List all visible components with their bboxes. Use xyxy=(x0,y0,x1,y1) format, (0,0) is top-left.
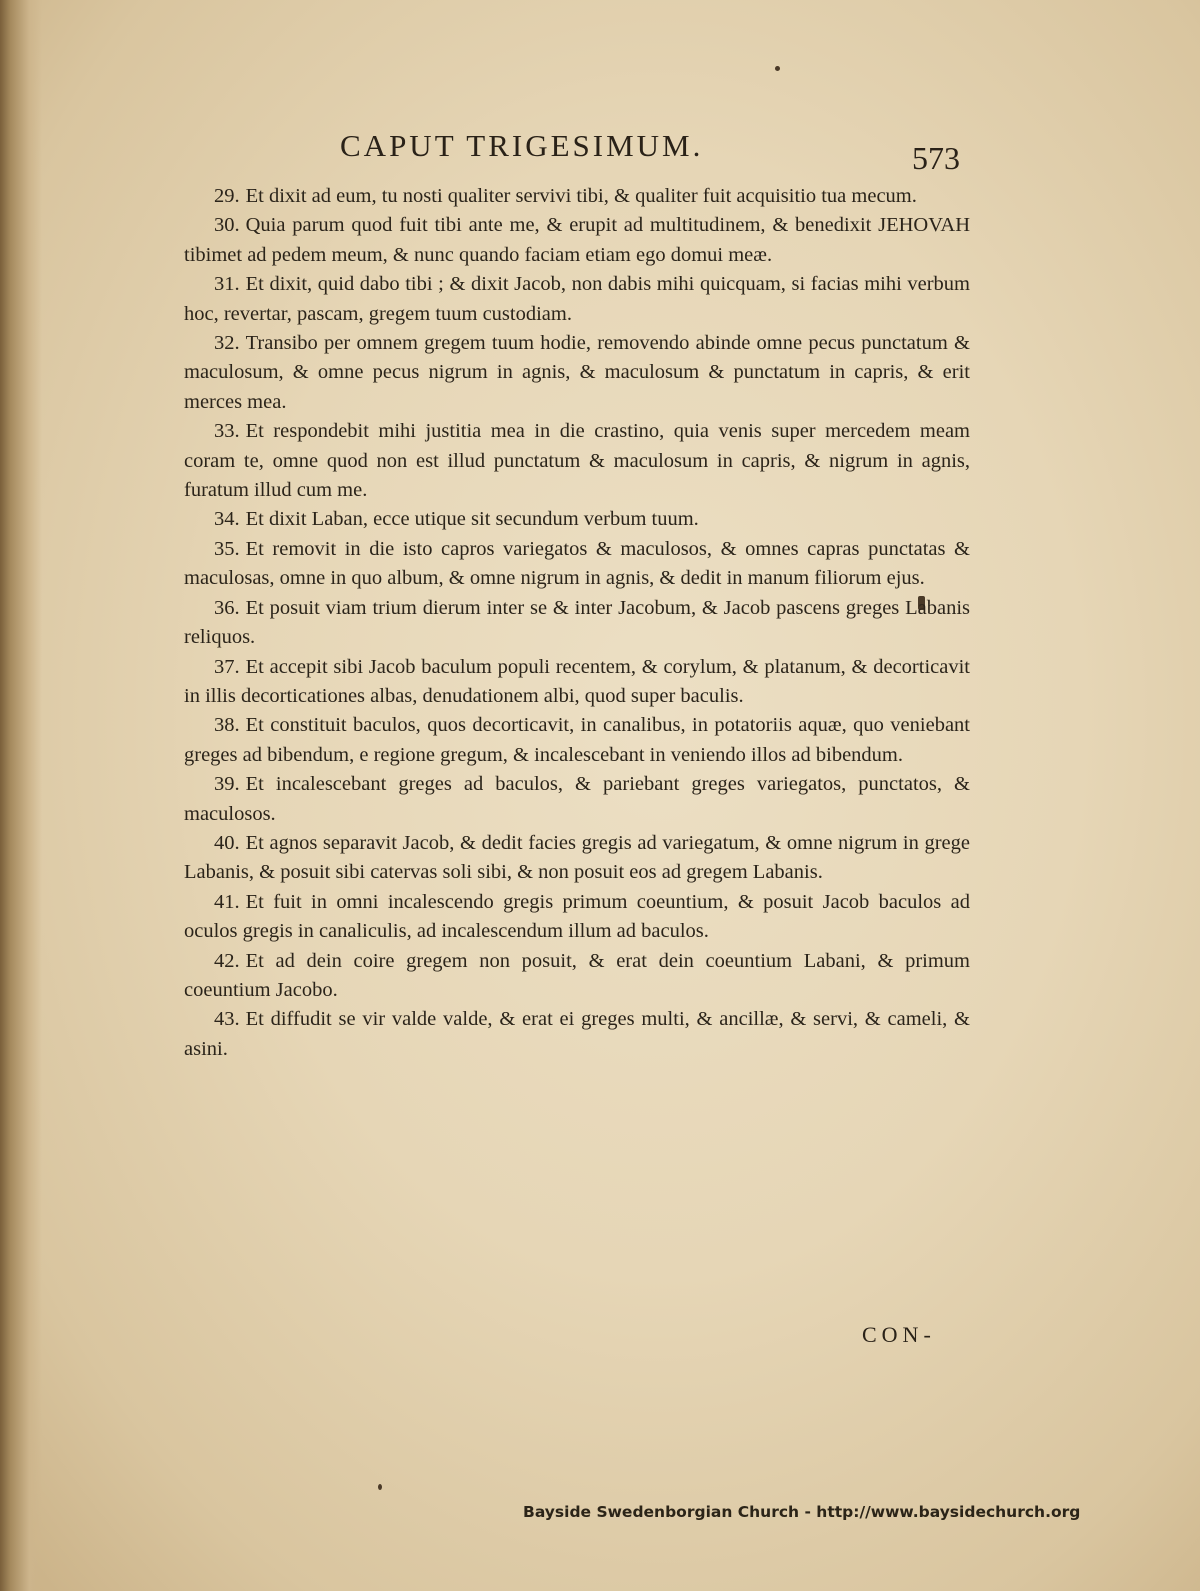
verse xyxy=(184,270,970,329)
verse xyxy=(184,947,970,1006)
ink-speck xyxy=(378,1484,382,1490)
verse-number: 41. xyxy=(214,890,240,913)
verse-number: 39. xyxy=(214,773,240,796)
verse-number: 33. xyxy=(214,420,240,443)
verse-number: 32. xyxy=(214,332,240,355)
verse-text: Et diffudit se vir valde valde, & erat ei greges multi, & ancillæ, & servi, & cameli, & asini. xyxy=(184,1008,970,1060)
ink-speck xyxy=(775,66,780,71)
verse-text: Et removit in die isto capros variegatos & maculosos, & omnes capras punctatas & maculosas, omne in quo album, & omne nigrum in agnis, & dedit in manum filiorum ejus. xyxy=(184,537,970,590)
verse xyxy=(184,711,970,770)
verse-text: Et dixit, quid dabo tibi ; & dixit Jacob, non dabis mihi quicquam, si facias mihi verbum hoc, revertar, pascam, gregem tuum custodiam. xyxy=(184,273,970,325)
verse-number: 29. xyxy=(214,185,240,207)
verse-number: 31. xyxy=(214,273,240,296)
verse xyxy=(184,1005,970,1064)
verse-text: Et fuit in omni incalescendo gregis primum coeuntium, & posuit Jacob baculos ad oculos gregis in canaliculis, ad incalescendum illum ad baculos. xyxy=(184,890,970,943)
verse-text: Et accepit sibi Jacob baculum populi recentem, & corylum, & platanum, & decorticavit in illis decorticationes albas, denudationem albi, quod super baculis. xyxy=(184,655,970,707)
verse-number: 42. xyxy=(214,949,240,972)
verse-text: Et incalescebant greges ad baculos, & pariebant greges variegatos, punctatos, & maculosos. xyxy=(184,773,970,825)
verse xyxy=(184,594,970,653)
verse-number: 30. xyxy=(214,214,240,237)
verse-number: 34. xyxy=(214,508,240,531)
verse xyxy=(184,535,970,594)
verse xyxy=(184,829,970,888)
verse-text: Et agnos separavit Jacob, & dedit facies gregis ad variegatum, & omne nigrum in grege Labanis, & posuit sibi catervas soli sibi, & non posuit eos ad gregem Labanis. xyxy=(184,831,970,884)
verse xyxy=(184,329,970,417)
verse-number: 37. xyxy=(214,655,240,678)
verse xyxy=(184,182,970,211)
verse-text: Quia parum quod fuit tibi ante me, & erupit ad multitudinem, & benedixit JEHOVAH tibimet ad pedem meum, & nunc quando faciam etiam ego domui meæ. xyxy=(184,214,970,266)
verse-number: 35. xyxy=(214,537,240,560)
verse xyxy=(184,653,970,712)
verse-text: Et constituit baculos, quos decorticavit, in canalibus, in potatoriis aquæ, quo veniebant greges ad bibendum, e regione gregum, & incalescebant in veniendo illos ad bibendum. xyxy=(184,714,970,766)
verse-text: Transibo per omnem gregem tuum hodie, removendo abinde omne pecus punctatum & maculosum, & omne pecus nigrum in agnis, & maculosum & punctatum in capris, & erit merces mea. xyxy=(184,332,970,413)
running-head: CAPUT TRIGESIMUM. xyxy=(340,128,704,163)
verse-list xyxy=(184,182,970,1064)
verse xyxy=(184,417,970,505)
verse-text: Et respondebit mihi justitia mea in die crastino, quia venis super mercedem meam coram te, omne quod non est illud punctatum & maculosum in capris, & nigrum in agnis, furatum illud cum me. xyxy=(184,420,970,502)
verse-number: 38. xyxy=(214,714,240,737)
verse-text: Et dixit Laban, ecce utique sit secundum verbum tuum. xyxy=(245,508,699,531)
verse-number: 40. xyxy=(214,831,240,854)
binding-shadow xyxy=(0,0,42,1591)
page-number: 573 xyxy=(912,140,960,176)
verse xyxy=(184,888,970,947)
verse-text: Et ad dein coire gregem non posuit, & erat dein coeuntium Labani, & primum coeuntium Jacobo. xyxy=(184,949,970,1001)
verse-number: 36. xyxy=(214,596,240,619)
verse-text: Et posuit viam trium dierum inter se & inter Jacobum, & Jacob pascens greges Labanis reliquos. xyxy=(184,596,970,649)
verse xyxy=(184,211,970,270)
verse-text: Et dixit ad eum, tu nosti qualiter servivi tibi, & qualiter fuit acquisitio tua mecum. xyxy=(245,185,917,207)
verse-number: 43. xyxy=(214,1008,240,1031)
verse xyxy=(184,505,970,534)
verse xyxy=(184,770,970,829)
credit-watermark: Bayside Swedenborgian Church - http://www.baysidechurch.org xyxy=(523,1503,1081,1521)
catchword: CON- xyxy=(862,1322,936,1347)
